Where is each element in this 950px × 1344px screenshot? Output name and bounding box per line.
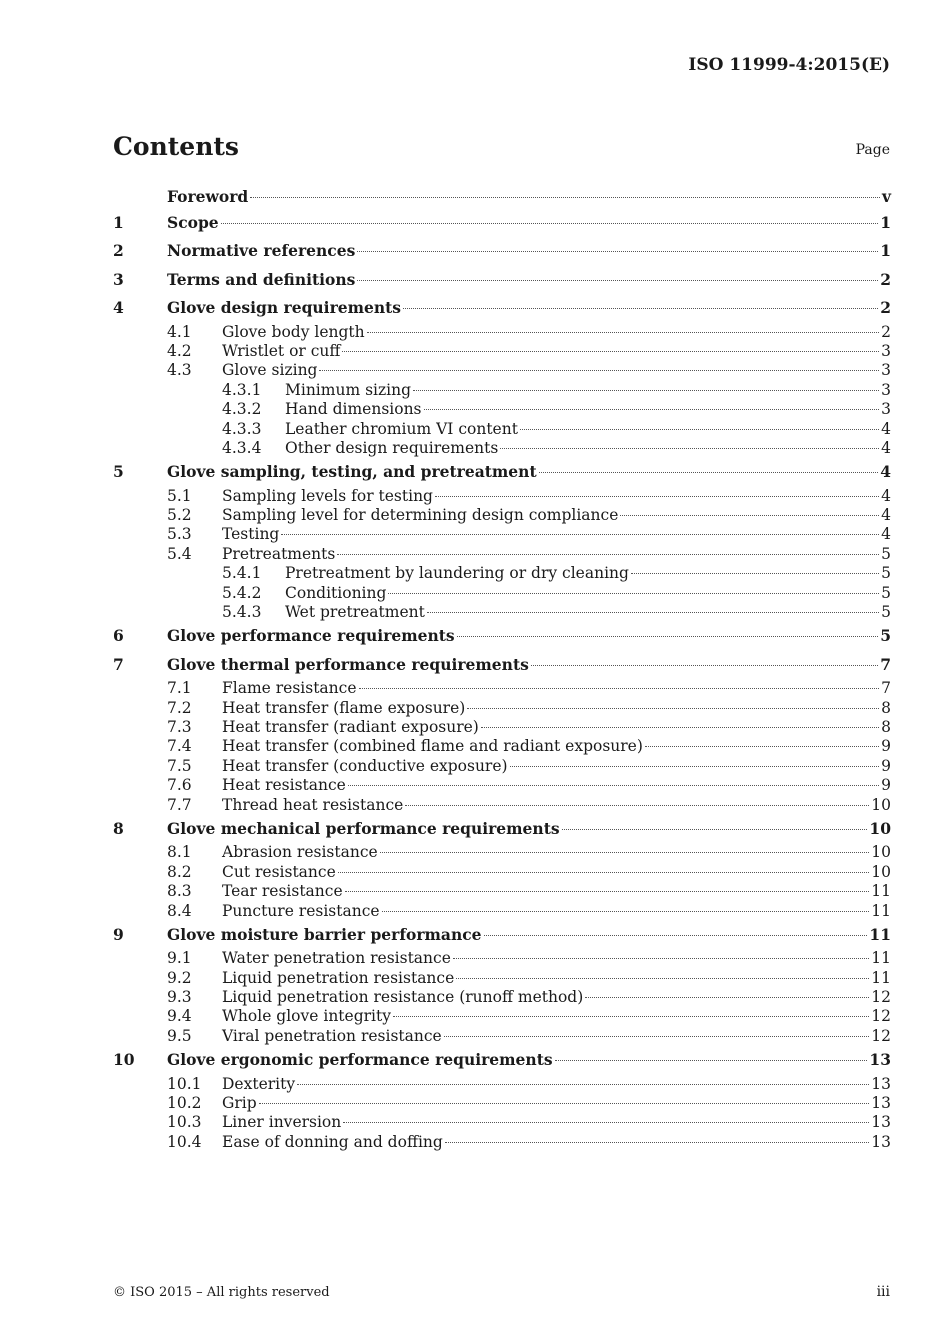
toc-entry-page[interactable]: 13	[871, 1113, 891, 1132]
toc-entry-number: 9.4	[167, 1007, 192, 1026]
toc-entry-page[interactable]: 3	[881, 341, 891, 360]
toc-entry-page[interactable]: 1	[880, 241, 891, 261]
toc-entry-page[interactable]: 11	[871, 901, 891, 920]
toc-entry-title[interactable]: Whole glove integrity	[222, 1007, 391, 1026]
toc-entry-number: 5.4.3	[222, 603, 262, 622]
toc-entry-title[interactable]: Glove ergonomic performance requirements	[167, 1050, 553, 1070]
toc-entry-page[interactable]: 13	[871, 1074, 891, 1093]
dot-leader	[555, 1060, 868, 1061]
dot-leader	[297, 1084, 869, 1085]
toc-entry-number: 8.3	[167, 882, 192, 901]
toc-entry[interactable]	[113, 1046, 891, 1074]
toc-entry-title[interactable]: Liquid penetration resistance (runoff method)	[222, 988, 584, 1007]
toc-entry-page[interactable]: 11	[871, 949, 891, 968]
toc-entry[interactable]	[113, 679, 891, 698]
toc-entry-page[interactable]: 13	[871, 1132, 891, 1151]
toc-entry-page[interactable]: 4	[881, 506, 891, 525]
toc-entry[interactable]	[113, 266, 891, 294]
toc-entry-number: 4	[113, 298, 124, 318]
toc-entry[interactable]	[113, 1094, 891, 1113]
toc-entry[interactable]	[113, 1007, 891, 1026]
toc-entry-page[interactable]: 4	[880, 462, 891, 482]
toc-entry-number: 5.4.1	[222, 564, 262, 583]
toc-entry-number: 7.1	[167, 679, 192, 698]
dot-leader	[345, 891, 870, 892]
dot-leader	[342, 351, 879, 352]
toc-entry-title[interactable]: Foreword	[167, 187, 249, 206]
toc-entry-number: 8.1	[167, 843, 192, 862]
toc-entry[interactable]	[113, 718, 891, 737]
toc-entry-title[interactable]: Terms and definitions	[167, 269, 356, 289]
toc-entry-title[interactable]: Heat transfer (flame exposure)	[222, 698, 466, 717]
toc-entry-title[interactable]: Glove sampling, testing, and pretreatment	[167, 462, 537, 482]
toc-entry-title[interactable]: Glove performance requirements	[167, 626, 455, 646]
dot-leader	[453, 958, 869, 959]
toc-entry[interactable]	[113, 184, 891, 209]
toc-entry[interactable]	[113, 506, 891, 525]
dot-leader	[531, 665, 878, 666]
contents-heading: Contents	[113, 132, 240, 161]
toc-entry-number: 7.2	[167, 698, 192, 717]
toc-entry-number: 9.5	[167, 1026, 192, 1045]
toc-entry-page[interactable]: 8	[881, 698, 891, 717]
toc-entry[interactable]	[113, 1133, 891, 1152]
toc-entry-title[interactable]: Abrasion resistance	[222, 843, 378, 862]
toc-entry-number: 10	[113, 1050, 135, 1070]
toc-entry[interactable]	[113, 882, 891, 901]
toc-entry-number: 7.4	[167, 737, 192, 756]
toc-entry-number: 7	[113, 654, 124, 674]
toc-entry-title[interactable]: Cut resistance	[222, 862, 336, 881]
toc-entry-page[interactable]: 4	[881, 525, 891, 544]
dot-leader	[348, 785, 879, 786]
dot-leader	[585, 997, 869, 998]
dot-leader	[424, 409, 880, 410]
toc-entry-title[interactable]: Pretreatments	[222, 544, 336, 563]
toc-entry-number: 4.3.1	[222, 380, 262, 399]
copyright-notice: © ISO 2015 – All rights reserved	[113, 1285, 330, 1300]
dot-leader	[631, 573, 879, 574]
toc-entry-number: 5.4	[167, 544, 192, 563]
toc-entry[interactable]	[113, 988, 891, 1007]
page-column-label: Page	[855, 142, 890, 158]
dot-leader	[539, 472, 879, 473]
toc-entry[interactable]	[113, 342, 891, 361]
toc-entry-number: 8.4	[167, 901, 192, 920]
toc-entry-page[interactable]: 5	[881, 603, 891, 622]
table-of-contents	[113, 184, 891, 1152]
toc-entry-page[interactable]: 5	[881, 583, 891, 602]
toc-entry[interactable]	[113, 400, 891, 419]
toc-entry-page[interactable]: 10	[869, 818, 891, 838]
toc-entry-title[interactable]: Water penetration resistance	[222, 949, 451, 968]
toc-entry[interactable]	[113, 458, 891, 486]
toc-entry-title[interactable]: Tear resistance	[222, 882, 343, 901]
dot-leader	[520, 429, 879, 430]
toc-entry-number: 5.2	[167, 506, 192, 525]
toc-entry[interactable]	[113, 949, 891, 968]
toc-entry-title[interactable]: Hand dimensions	[285, 400, 422, 419]
dot-leader	[467, 708, 879, 709]
toc-entry-number: 10.4	[167, 1132, 202, 1151]
toc-entry-title[interactable]: Thread heat resistance	[222, 795, 404, 814]
toc-entry-page[interactable]: 7	[881, 679, 891, 698]
dot-leader	[388, 593, 879, 594]
toc-entry-number: 5	[113, 462, 124, 482]
toc-entry-title[interactable]: Heat resistance	[222, 776, 346, 795]
toc-entry[interactable]	[113, 651, 891, 679]
toc-entry-title[interactable]: Glove body length	[222, 322, 365, 341]
toc-entry-page[interactable]: 5	[880, 626, 891, 646]
toc-entry[interactable]	[113, 545, 891, 564]
toc-entry-title[interactable]: Puncture resistance	[222, 901, 380, 920]
toc-entry-title[interactable]: Wristlet or cuff	[222, 341, 341, 360]
toc-entry-number: 4.3.2	[222, 400, 262, 419]
dot-leader	[445, 1142, 869, 1143]
toc-entry-title[interactable]: Testing	[222, 525, 280, 544]
toc-entry[interactable]	[113, 603, 891, 622]
dot-leader	[337, 554, 879, 555]
toc-entry[interactable]	[113, 361, 891, 380]
toc-entry-number: 4.2	[167, 341, 192, 360]
toc-entry-number: 2	[113, 241, 124, 261]
dot-leader	[645, 746, 879, 747]
toc-entry[interactable]	[113, 564, 891, 583]
toc-entry-title[interactable]: Glove thermal performance requirements	[167, 654, 529, 674]
dot-leader	[500, 448, 879, 449]
toc-entry-number: 9	[113, 924, 124, 944]
toc-entry-number: 7.6	[167, 776, 192, 795]
toc-entry-page[interactable]: 10	[871, 862, 891, 881]
dot-leader	[444, 1036, 870, 1037]
toc-entry-title[interactable]: Scope	[167, 213, 219, 232]
toc-entry-title[interactable]: Flame resistance	[222, 679, 357, 698]
toc-entry-title[interactable]: Normative references	[167, 241, 356, 261]
toc-entry-page[interactable]: 12	[871, 988, 891, 1007]
toc-entry[interactable]	[113, 737, 891, 756]
toc-entry[interactable]	[113, 622, 891, 650]
toc-entry[interactable]	[113, 209, 891, 237]
toc-entry-title[interactable]: Heat transfer (conductive exposure)	[222, 756, 508, 775]
dot-leader	[405, 805, 869, 806]
toc-entry-page[interactable]: 9	[881, 737, 891, 756]
toc-entry-number: 9.3	[167, 988, 192, 1007]
toc-entry-number: 8	[113, 818, 124, 838]
dot-leader	[338, 872, 870, 873]
dot-leader	[413, 390, 879, 391]
dot-leader	[319, 370, 879, 371]
toc-entry-title[interactable]: Glove design requirements	[167, 298, 402, 318]
toc-entry[interactable]	[113, 584, 891, 603]
toc-entry-page[interactable]: 12	[871, 1007, 891, 1026]
toc-entry-page[interactable]: 4	[881, 419, 891, 438]
toc-entry-title[interactable]: Wet pretreatment	[285, 603, 425, 622]
toc-entry-page[interactable]: 4	[881, 438, 891, 457]
toc-entry-page[interactable]: 12	[871, 1026, 891, 1045]
toc-entry[interactable]	[113, 237, 891, 265]
dot-leader	[343, 1122, 869, 1123]
toc-entry-number: 4.1	[167, 322, 192, 341]
toc-entry-page[interactable]: 3	[881, 380, 891, 399]
dot-leader	[435, 496, 879, 497]
toc-entry-number: 1	[113, 213, 124, 232]
toc-entry-title[interactable]: Liquid penetration resistance	[222, 968, 455, 987]
toc-entry-title[interactable]: Glove sizing	[222, 361, 318, 380]
toc-entry-page[interactable]: 11	[869, 924, 891, 944]
toc-entry-page[interactable]: 2	[880, 269, 891, 289]
dot-leader	[562, 829, 868, 830]
toc-entry-title[interactable]: Glove mechanical performance requirements	[167, 818, 560, 838]
toc-entry-page[interactable]: 10	[871, 795, 891, 814]
toc-entry-page[interactable]: 9	[881, 776, 891, 795]
dot-leader	[357, 280, 878, 281]
dot-leader	[457, 636, 879, 637]
toc-entry-number: 9.1	[167, 949, 192, 968]
toc-entry-title[interactable]: Viral penetration resistance	[222, 1026, 442, 1045]
toc-entry-page[interactable]: 2	[880, 298, 891, 318]
toc-entry[interactable]	[113, 796, 891, 815]
toc-entry-title[interactable]: Grip	[222, 1094, 257, 1113]
toc-entry[interactable]	[113, 525, 891, 544]
toc-entry-title[interactable]: Heat transfer (combined flame and radiant exposure)	[222, 737, 643, 756]
toc-entry-title[interactable]: Leather chromium VI content	[285, 419, 518, 438]
dot-leader	[484, 935, 868, 936]
toc-entry-page[interactable]: 4	[881, 486, 891, 505]
toc-entry-number: 9.2	[167, 968, 192, 987]
dot-leader	[221, 223, 879, 224]
toc-entry-title[interactable]: Sampling levels for testing	[222, 486, 433, 505]
toc-entry-page[interactable]: 11	[871, 968, 891, 987]
toc-entry[interactable]	[113, 487, 891, 506]
toc-entry-page[interactable]: 7	[880, 654, 891, 674]
toc-entry-title[interactable]: Sampling level for determining design compliance	[222, 506, 619, 525]
toc-entry[interactable]	[113, 843, 891, 862]
toc-entry-page[interactable]: 8	[881, 717, 891, 736]
toc-entry[interactable]	[113, 815, 891, 843]
toc-entry-number: 5.1	[167, 486, 192, 505]
toc-entry-page[interactable]: 1	[880, 213, 891, 232]
toc-entry-number: 10.2	[167, 1094, 202, 1113]
toc-entry-number: 10.1	[167, 1074, 202, 1093]
toc-entry[interactable]	[113, 381, 891, 400]
toc-entry[interactable]	[113, 1027, 891, 1046]
toc-entry-title[interactable]: Heat transfer (radiant exposure)	[222, 717, 479, 736]
toc-entry[interactable]	[113, 863, 891, 882]
toc-entry[interactable]	[113, 323, 891, 342]
toc-entry[interactable]	[113, 921, 891, 949]
dot-leader	[259, 1103, 870, 1104]
toc-entry-title[interactable]: Ease of donning and doffing	[222, 1132, 443, 1151]
dot-leader	[359, 688, 880, 689]
toc-entry-title[interactable]: Minimum sizing	[285, 380, 412, 399]
toc-entry[interactable]	[113, 439, 891, 458]
toc-entry-page[interactable]: 13	[869, 1050, 891, 1070]
toc-entry-title[interactable]: Glove moisture barrier performance	[167, 924, 482, 944]
toc-entry[interactable]	[113, 1113, 891, 1132]
toc-entry[interactable]	[113, 1075, 891, 1094]
toc-entry-number: 7.5	[167, 756, 192, 775]
document-code: ISO 11999-4:2015(E)	[688, 55, 890, 75]
page-number: iii	[876, 1284, 890, 1300]
toc-entry-page[interactable]: 3	[881, 361, 891, 380]
toc-entry-page[interactable]: v	[881, 187, 891, 206]
toc-entry-title[interactable]: Pretreatment by laundering or dry cleaning	[285, 564, 629, 583]
toc-entry[interactable]	[113, 699, 891, 718]
toc-entry-page[interactable]: 10	[871, 843, 891, 862]
toc-entry-number: 6	[113, 626, 124, 646]
dot-leader	[382, 911, 870, 912]
dot-leader	[380, 852, 870, 853]
toc-entry-page[interactable]: 5	[881, 544, 891, 563]
toc-entry-title[interactable]: Dexterity	[222, 1074, 296, 1093]
toc-entry[interactable]	[113, 776, 891, 795]
dot-leader	[510, 766, 880, 767]
toc-entry-number: 10.3	[167, 1113, 202, 1132]
toc-entry-page[interactable]: 11	[871, 882, 891, 901]
toc-entry-page[interactable]: 9	[881, 756, 891, 775]
toc-entry-page[interactable]: 5	[881, 564, 891, 583]
dot-leader	[357, 251, 878, 252]
toc-entry[interactable]	[113, 969, 891, 988]
toc-entry-number: 3	[113, 269, 124, 289]
toc-entry-page[interactable]: 3	[881, 400, 891, 419]
dot-leader	[250, 197, 880, 198]
toc-entry[interactable]	[113, 294, 891, 322]
toc-entry-number: 4.3.4	[222, 438, 262, 457]
toc-entry-page[interactable]: 13	[871, 1094, 891, 1113]
toc-entry-number: 5.4.2	[222, 583, 262, 602]
dot-leader	[481, 727, 879, 728]
dot-leader	[456, 978, 869, 979]
dot-leader	[427, 612, 879, 613]
toc-entry-title[interactable]: Other design requirements	[285, 438, 499, 457]
toc-entry[interactable]	[113, 902, 891, 921]
toc-entry-number: 7.7	[167, 795, 192, 814]
toc-entry-number: 7.3	[167, 717, 192, 736]
toc-entry-title[interactable]: Conditioning	[285, 583, 387, 602]
dot-leader	[281, 534, 879, 535]
toc-entry-number: 5.3	[167, 525, 192, 544]
dot-leader	[367, 332, 879, 333]
dot-leader	[393, 1016, 869, 1017]
toc-entry-number: 8.2	[167, 862, 192, 881]
toc-entry[interactable]	[113, 757, 891, 776]
dot-leader	[403, 308, 878, 309]
toc-entry-title[interactable]: Liner inversion	[222, 1113, 342, 1132]
toc-entry[interactable]	[113, 420, 891, 439]
dot-leader	[620, 515, 879, 516]
toc-entry-number: 4.3.3	[222, 419, 262, 438]
toc-entry-page[interactable]: 2	[881, 322, 891, 341]
toc-entry-number: 4.3	[167, 361, 192, 380]
